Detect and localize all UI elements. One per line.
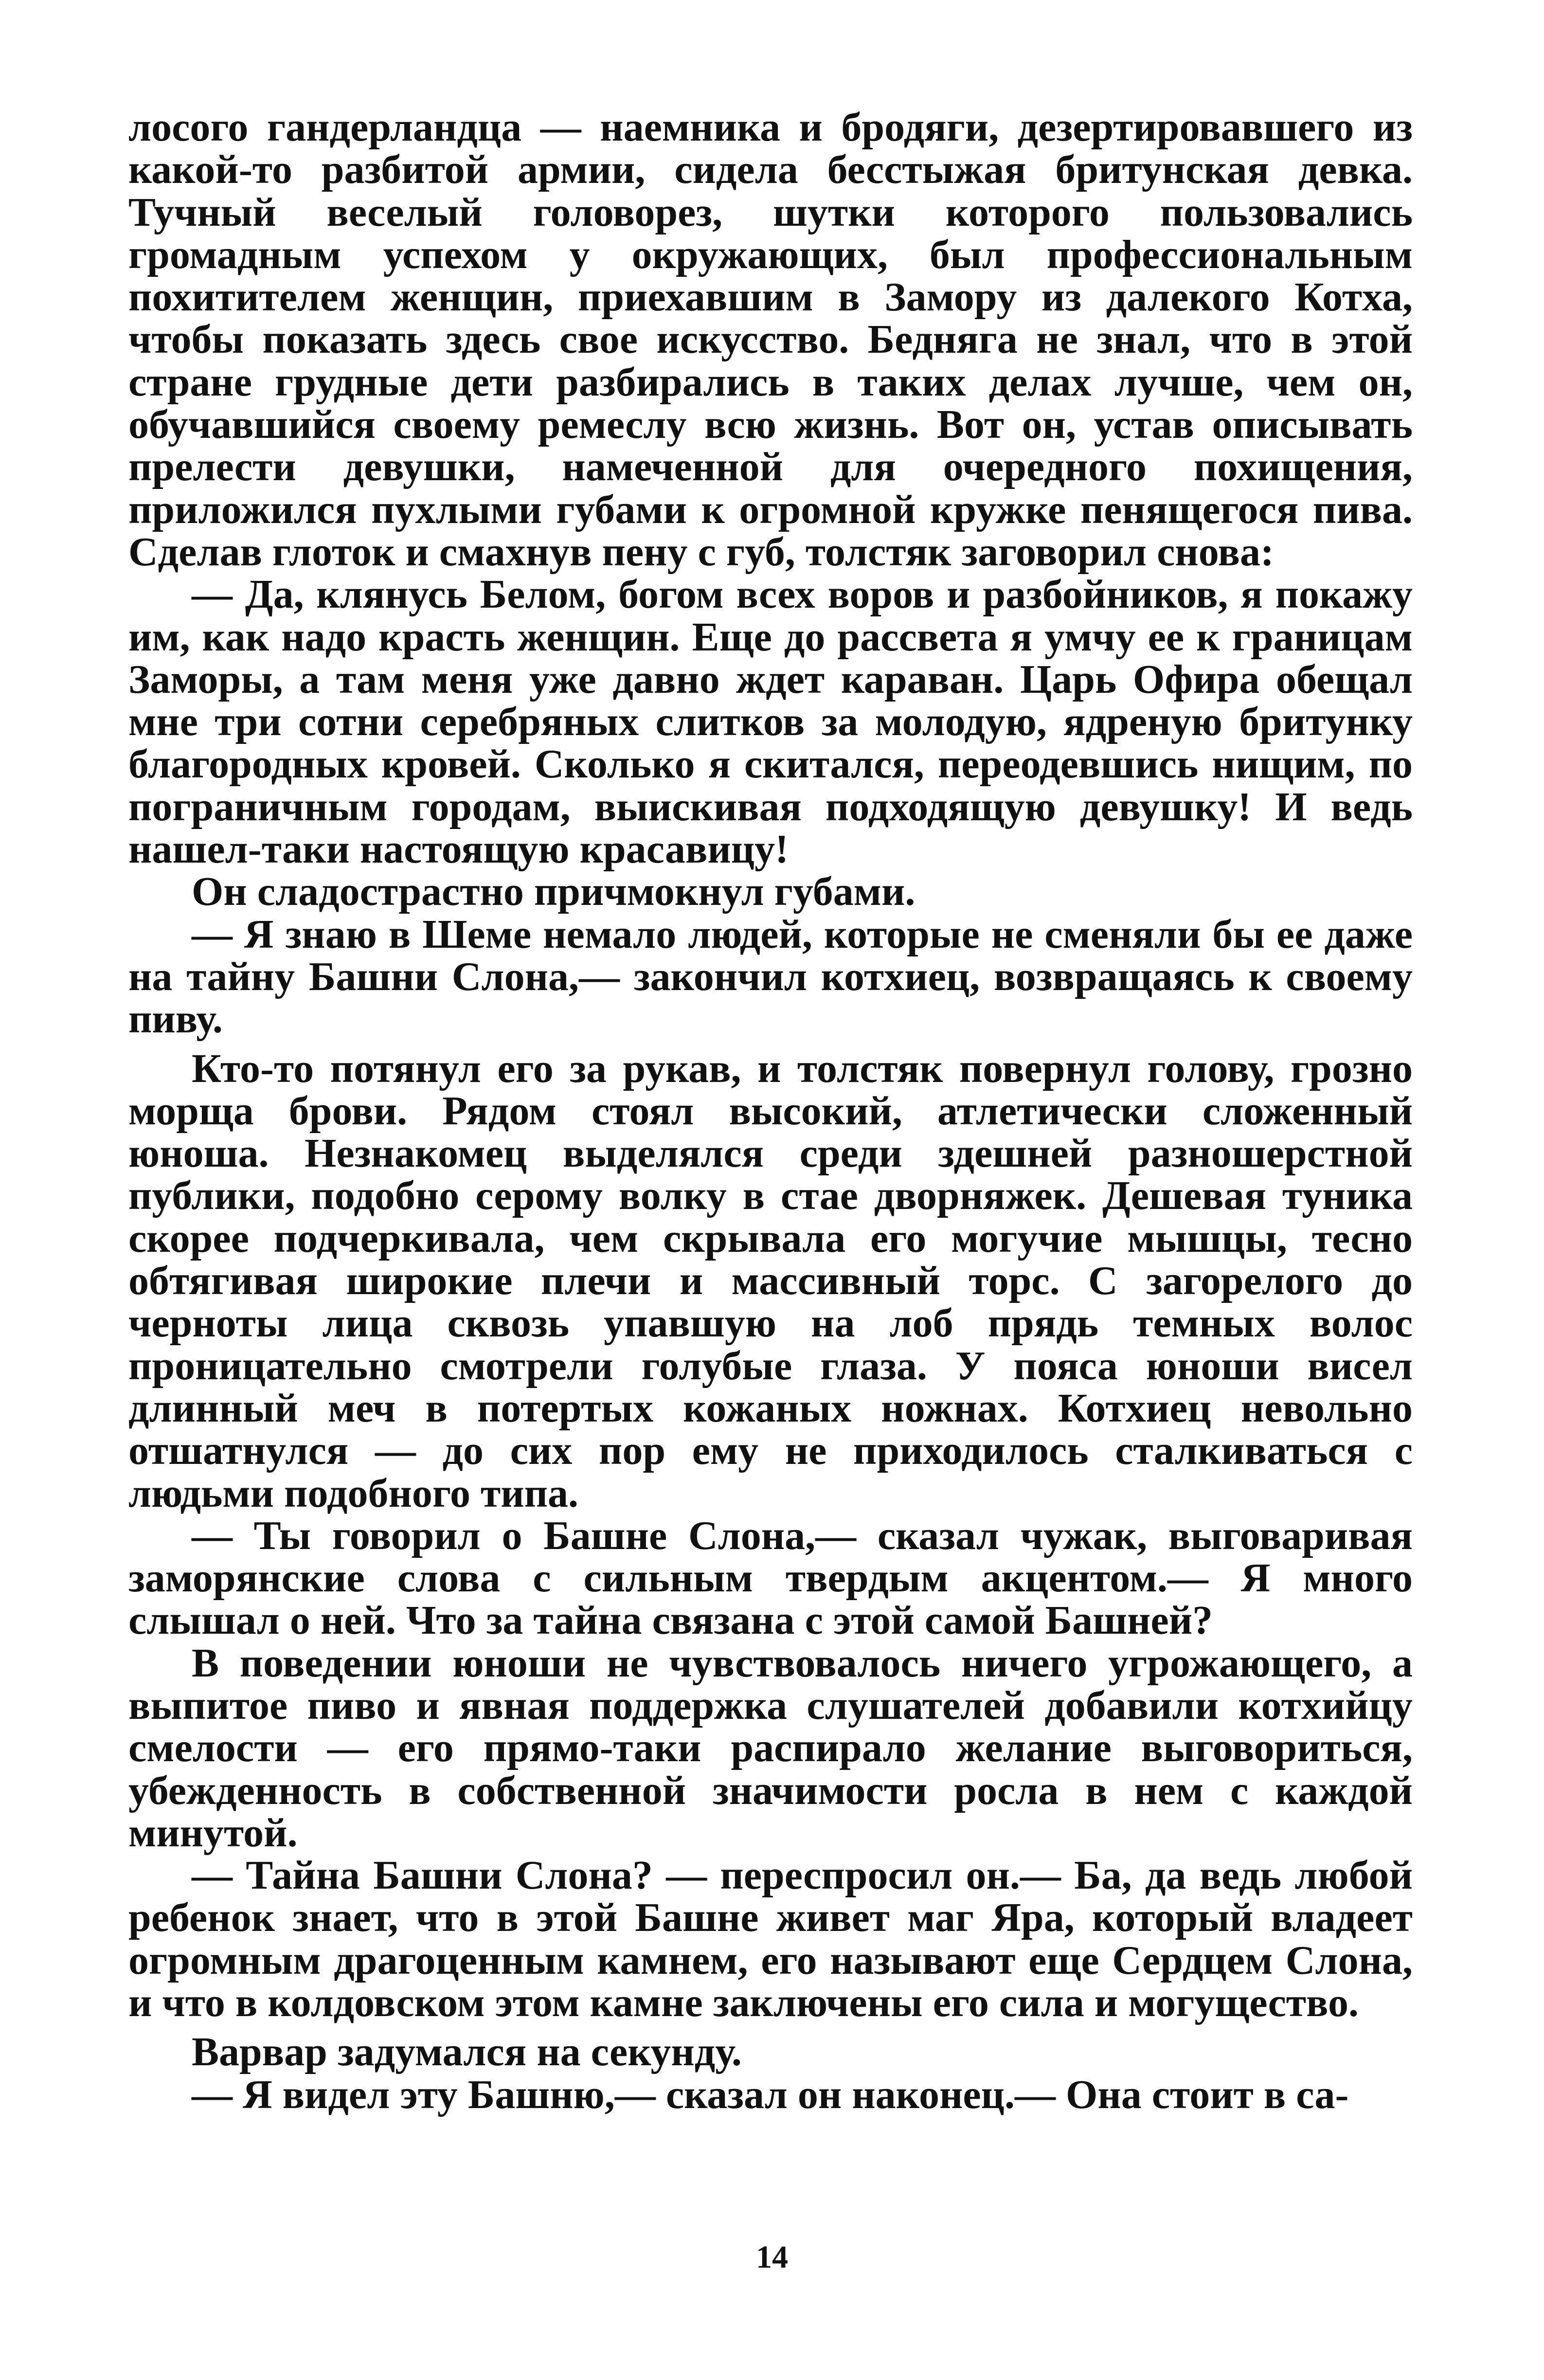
paragraph: — Я видел эту Башню,— сказал он наконец.— Она стоит в са- [192, 2072, 1349, 2117]
paragraph: Кто-то потянул его за рукав, и толстяк повернул голову, грозно морща брови. Рядом стоял высокий, атлетически сложенный юноша. Незнакомец выделялся среди здешней разношерстной публики, подобно серому волку в стае дворняжек. Дешевая туника скорее подчеркивала, чем скрывала его могучие мышцы, тесно обтягивая широкие плечи и массивный торс. С загорелого до черноты лица сквозь упавшую на лоб прядь темных волос проницательно смотрели голубые глаза. У пояса юноши висел длинный меч в потертых кожаных ножнах. Котхиец невольно отшатнулся — до сих пор ему не приходилось сталкиваться с людьми подобного типа. [128, 1046, 1413, 1516]
paragraph: — Я знаю в Шеме немало людей, которые не сменяли бы ее даже на тайну Башни Слона,— закончил котхиец, возвращаясь к своему пиву. [128, 911, 1413, 1042]
paragraph: — Да, клянусь Белом, богом всех воров и разбойников, я покажу им, как надо красть женщин. Еще до рассвета я умчу ее к границам Заморы, а там меня уже давно ждет караван. Царь Офира обещал мне три сотни серебряных слитков за молодую, ядреную бритунку благородных кровей. Сколько я скитался, переодевшись нищим, по пограничным городам, выискивая подходящую девушку! И ведь нашел-таки настоящую красавицу! [128, 572, 1413, 872]
paragraph: Он сладострастно причмокнул губами. [192, 869, 916, 915]
paragraph: В поведении юноши не чувствовалось ничего угрожающего, а выпитое пиво и явная поддержка слушателей добавили котхийцу смелости — его прямо-таки распирало желание выговориться, убежденность в собственной значимости росла в нем с каждой минутой. [128, 1640, 1413, 1856]
paragraph: — Ты говорил о Башне Слона,— сказал чужак, выговаривая заморянские слова с сильным твердым акцентом.— Я много слышал о ней. Что за тайна связана с этой самой Башней? [128, 1513, 1413, 1643]
paragraph: лосого гандерландца — наемника и бродяги, дезертировавшего из какой-то разбитой армии, сидела бесстыжая бритунская девка. Тучный веселый головорез, шутки которого пользовались громадным успехом у окружающих, был профессиональным похитителем женщин, приехавшим в Замору из далекого Котха, чтобы показать здесь свое искусство. Бедняга не знал, что в этой стране грудные дети разбирались в таких делах лучше, чем он, обучавшийся своему ремеслу всю жизнь. Вот он, устав описывать прелести девушки, намеченной для очередного похищения, приложился пухлыми губами к огромной кружке пенящегося пива. Сделав глоток и смахнув пену с губ, толстяк заговорил снова: [128, 105, 1413, 575]
page-text [128, 106, 1413, 2116]
paragraph: — Тайна Башни Слона? — переспросил он.— Ба, да ведь любой ребенок знает, что в этой Башне живет маг Яра, который владеет огромным драгоценным камнем, его называют еще Сердцем Слона, и что в колдовском этом камне заключены его сила и могущество. [128, 1853, 1413, 2026]
page-number: 14 [756, 2239, 788, 2275]
paragraph: Варвар задумался на секунду. [192, 2029, 742, 2075]
